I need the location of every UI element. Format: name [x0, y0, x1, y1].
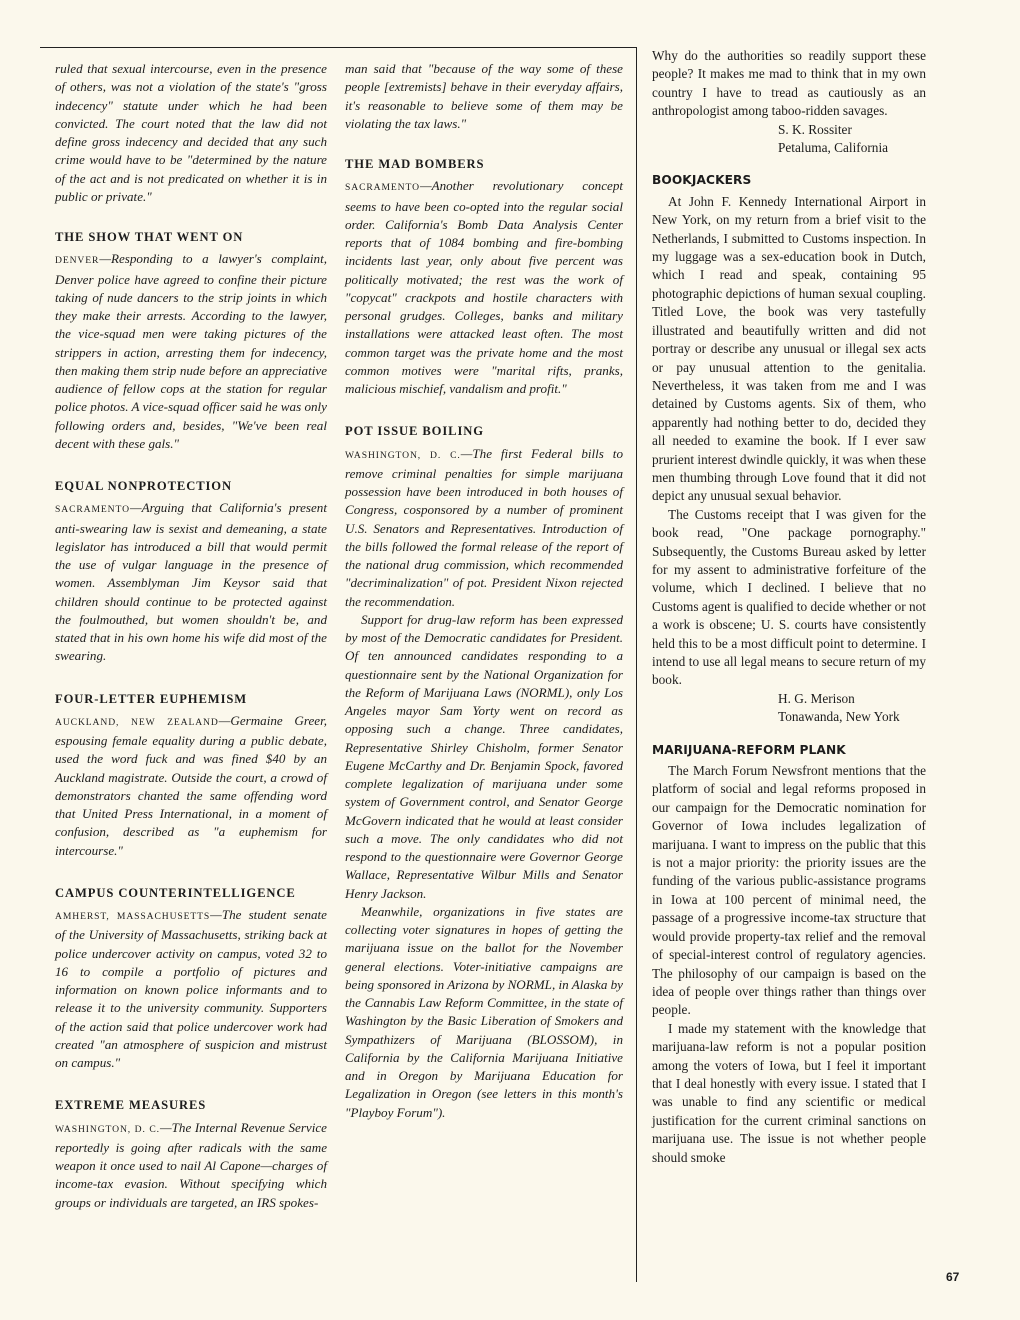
continued-story-text: man said that "because of the way some of these people [extremists] behave in their everyday affairs, it's reasonable to believe some of them may be violating the tax laws."	[345, 61, 623, 131]
letter-paragraph: At John F. Kennedy International Airport in New York, on my return from a brief visit to the Netherlands, I submitted to Customs inspection. In my luggage was a sex-education book in Dutch, which I read and speak, containing 95 photographic depictions of human sexual coupling. Titled Love, the book was very tastefully illustrated and beautifully written and did not portray or describe any unusual or illegal sex acts or pay unusual attention to the genitalia. Nevertheless, it was taken from me and I was detained by Customs agents. Six of them, who apparently had nothing better to do, decided they all needed to examine the book. If I ever saw prurient interest dwindle quickly, it was when these men thumbing through Love found that it did not depict any unusual sexual behavior.	[652, 193, 926, 504]
news-item-body: SACRAMENTO—Another revolutionary concept seems to have been co-opted into the regular social order. California's Bomb Data Analysis Center reports that of 1084 bombing and fire-bombing incidents last year, only about five percent was politically motivated; the rest was the work of "copycat" crackpots and hostile characters with personal grudges. Colleges, banks and military installations were attacked least often. The most common target was the private home and the most common motives were "marital rifts, pranks, malicious mischief, vandalism and profit."	[345, 178, 623, 396]
news-body-text: The first Federal bills to remove criminal penalties for simple marijuana possession have been introduced in both houses of Congress, cosponsored by a number of prominent U.S. Senators and Representatives. Introduction of the bills followed the formal release of the report of the national drug commission, which recommended "decriminalization" of pot. President Nixon rejected the recommendation.	[345, 445, 623, 609]
news-column-middle	[345, 60, 623, 1122]
news-headline: POT ISSUE BOILING	[345, 424, 484, 439]
page-frame-top-rule	[40, 47, 636, 48]
continued-story-text: ruled that sexual intercourse, even in the presence of others, was not a violation of the state's "gross indecency" statute under which he had been convicted. The court noted that the law did not define gross indecency and decided that any such crime would have to be "determined by the nature of the act and is not predicated on whether it is in public or private."	[55, 61, 327, 204]
news-item-body: WASHINGTON, D. C.—The first Federal bills to remove criminal penalties for simple marijuana possession have been introduced in both houses of Congress, cosponsored by a number of prominent U.S. Senators and Representatives. Introduction of the bills followed the formal release of the report of the national drug commission, which recommended "decriminalization" of pot. President Nixon rejected the recommendation.	[345, 445, 623, 609]
letter-signature-place: Petaluma, California	[778, 140, 889, 156]
news-paragraph: Support for drug-law reform has been expressed by most of the Democratic candidates for President. Of ten announced candidates responding to a questionnaire sent by the National Organization for the Reform of Marijuana Laws (NORML), only Los Angeles mayor Sam Yorty went on record as opposing such a change. Three candidates, Representative Shirley Chisholm, former Senator Eugene McCarthy and Dr. Benjamin Spock, favored complete legalization of marijuana under some system of Government control, and Senator George McGovern indicated that he would at least consider such a move. The only candidates who did not respond to the questionnaire were Governor George Wallace, Representative Wilbur Mills and Senator Henry Jackson.	[345, 611, 623, 901]
letters-column-right	[652, 47, 926, 1167]
letter-paragraph: The March Forum Newsfront mentions that the platform of social and legal reforms proposed in our campaign for the Democratic nomination for Governor of Iowa includes legalization of marijuana. I want to impress on the public that this is not a major priority: the priority issues are the funding of the various public-assistance programs in Iowa at 100 percent of minimal need, the passage of a progressive income-tax structure that would provide property-tax relief and the removal of special-interest control of regulatory agencies. The philosophy of our campaign is based on the idea of people over things rather than things over people.	[652, 763, 926, 1018]
letter-headline: BOOKJACKERS	[652, 173, 752, 188]
news-dateline: AMHERST, MASSACHUSETTS	[55, 911, 211, 922]
news-body-text: Arguing that California's present anti-swearing law is sexist and demeaning, a state legislator has introduced a bill that would permit the use of vulgar language in the presence of women. Assemblyman Jim Keysor said that children should continue to be protected against the foulmouthed, but women shouldn't be, and stated that in his own home his wife did most of the swearing.	[55, 500, 327, 664]
news-body-text: Responding to a lawyer's complaint, Denver police have agreed to confine their picture taking of nude dancers to the strip joints in which they make their arrests. According to the lawyer, the vice-squad men were taking pictures of the strippers in action, arresting them for indecency, then making them strip nude before an appreciative audience of fellow cops at the station for regular police photos. A vice-squad officer said he was only following orders and, besides, "We've been real decent with these gals."	[55, 251, 327, 451]
news-body-text: The Internal Revenue Service reportedly is going after radicals with the same weapon it once used to nail Al Capone—charges of income-tax evasion. Without specifying which groups or individuals are targeted, an IRS spokes-	[55, 1119, 327, 1210]
news-body-text: Germaine Greer, espousing female equality during a public debate, used the word fuck and was fined $40 by an Auckland magistrate. Outside the court, a crowd of demonstrators chanted the same offending word that United Press International, in a moment of confusion, described as "a euphemism for intercourse."	[55, 712, 328, 858]
news-body-text: The student senate of the University of Massachusetts, striking back at police undercover activity on campus, voted 32 to 16 to compile a portfolio of pictures and information on known police informants and to release it to the university community. Supporters of the action said that police undercover work had created "an atmosphere of suspicion and mistrust on campus."	[55, 907, 327, 1070]
news-column-left	[55, 60, 327, 1212]
letter-signature-name: S. K. Rossiter	[778, 121, 852, 137]
news-item-body: AUCKLAND, NEW ZEALAND—Germaine Greer, espousing female equality during a public debate, used the word fuck and was fined $40 by an Auckland magistrate. Outside the court, a crowd of demonstrators chanted the same offending word that United Press International, in a moment of confusion, described as "a euphemism for intercourse."	[55, 712, 328, 858]
letter-paragraph: The Customs receipt that I was given for the book read, "One package pornography." Subsequently, the Customs Bureau asked by letter for my assent to administrative forfeiture of the volume, which I declined. I believe that no Customs agent is qualified to decide whether or not a work is obscene; U. S. courts have consistently held this to be a most difficult point to determine. I intend to use all legal means to secure return of my book.	[652, 506, 927, 688]
news-dateline: WASHINGTON, D. C.	[345, 449, 461, 461]
news-dateline: SACRAMENTO	[55, 504, 130, 516]
page-frame-right-rule	[636, 47, 637, 1282]
news-dateline: WASHINGTON, D. C.	[55, 1123, 160, 1135]
letter-signature-name: H. G. Merison	[778, 690, 855, 706]
page-number: 67	[946, 1270, 960, 1284]
news-dateline: DENVER	[55, 255, 100, 267]
news-dateline: AUCKLAND, NEW ZEALAND	[55, 716, 219, 728]
news-headline: THE SHOW THAT WENT ON	[55, 230, 244, 244]
news-body-text: Another revolutionary concept seems to have been co-opted into the regular social order. California's Bomb Data Analysis Center reports that of 1084 bombing and fire-bombing incidents last year, only about five percent was politically motivated; the rest was the work of "copycat" crackpots and hostile characters with personal grudges. Colleges, banks and military installations were attacked least often. The most common target was the private home and the most common motives were "marital rifts, pranks, malicious mischief, vandalism and profit."	[345, 178, 623, 396]
news-dateline: SACRAMENTO	[345, 182, 420, 194]
news-headline: FOUR-LETTER EUPHEMISM	[55, 691, 248, 706]
news-item-body: AMHERST, MASSACHUSETTS—The student senate of the University of Massachusetts, striking back at police undercover activity on campus, voted 32 to 16 to compile a portfolio of pictures and information on known police informants and to release it to the university community. Supporters of the action said that police undercover work had created "an atmosphere of suspicion and mistrust on campus."	[55, 907, 327, 1070]
news-headline: EQUAL NONPROTECTION	[55, 479, 232, 493]
news-item-body: SACRAMENTO—Arguing that California's present anti-swearing law is sexist and demeaning, a state legislator has introduced a bill that would permit the use of vulgar language in the presence of women. Assemblyman Jim Keysor said that children should continue to be protected against the foulmouthed, but women shouldn't be, and stated that in his own home his wife did most of the swearing.	[55, 500, 327, 664]
letter-paragraph: I made my statement with the knowledge that marijuana-law reform is not a popular position among the voters of Iowa, but I feel it important that I deal honestly with every issue. I stated that I was unable to find any scientific or medical justification for the current criminal sanctions on marijuana use. The issue is not whether people should smoke	[652, 1020, 926, 1165]
news-item-body: DENVER—Responding to a lawyer's complaint, Denver police have agreed to confine their picture taking of nude dancers to the strip joints in which they make their arrests. According to the lawyer, the vice-squad men were taking pictures of the strippers in action, arresting them for indecency, then making them strip nude before an appreciative audience of fellow cops at the station for regular police photos. A vice-squad officer said he was only following orders and, besides, "We've been real decent with these gals."	[55, 251, 327, 451]
letter-continued-text: Why do the authorities so readily support these people? It makes me mad to think that in my own country I have to tread as cautiously as an anthropologist among taboo-ridden savages.	[652, 48, 926, 119]
news-paragraph: Meanwhile, organizations in five states are collecting voter signatures in hopes of getting the marijuana issue on the ballot for the November general elections. Voter-initiative campaigns are being sponsored in Arizona by NORML, in Alaska by the Cannabis Law Reform Committee, in the state of Washington by the Basic Liberation of Smokers and Sympathizers of Marijuana (BLOSSOM), in California by the California Marijuana Initiative and in Oregon by Marijuana Education for Legalization in Oregon (see letters in this month's "Playboy Forum").	[345, 903, 623, 1120]
news-headline: THE MAD BOMBERS	[345, 157, 485, 171]
news-headline: EXTREME MEASURES	[55, 1098, 207, 1113]
news-headline: CAMPUS COUNTERINTELLIGENCE	[55, 885, 296, 900]
letter-signature-place: Tonawanda, New York	[778, 709, 900, 725]
letter-headline: MARIJUANA-REFORM PLANK	[652, 742, 846, 757]
news-item-body: WASHINGTON, D. C.—The Internal Revenue Service reportedly is going after radicals with the same weapon it once used to nail Al Capone—charges of income-tax evasion. Without specifying which groups or individuals are targeted, an IRS spokes-	[55, 1119, 327, 1210]
